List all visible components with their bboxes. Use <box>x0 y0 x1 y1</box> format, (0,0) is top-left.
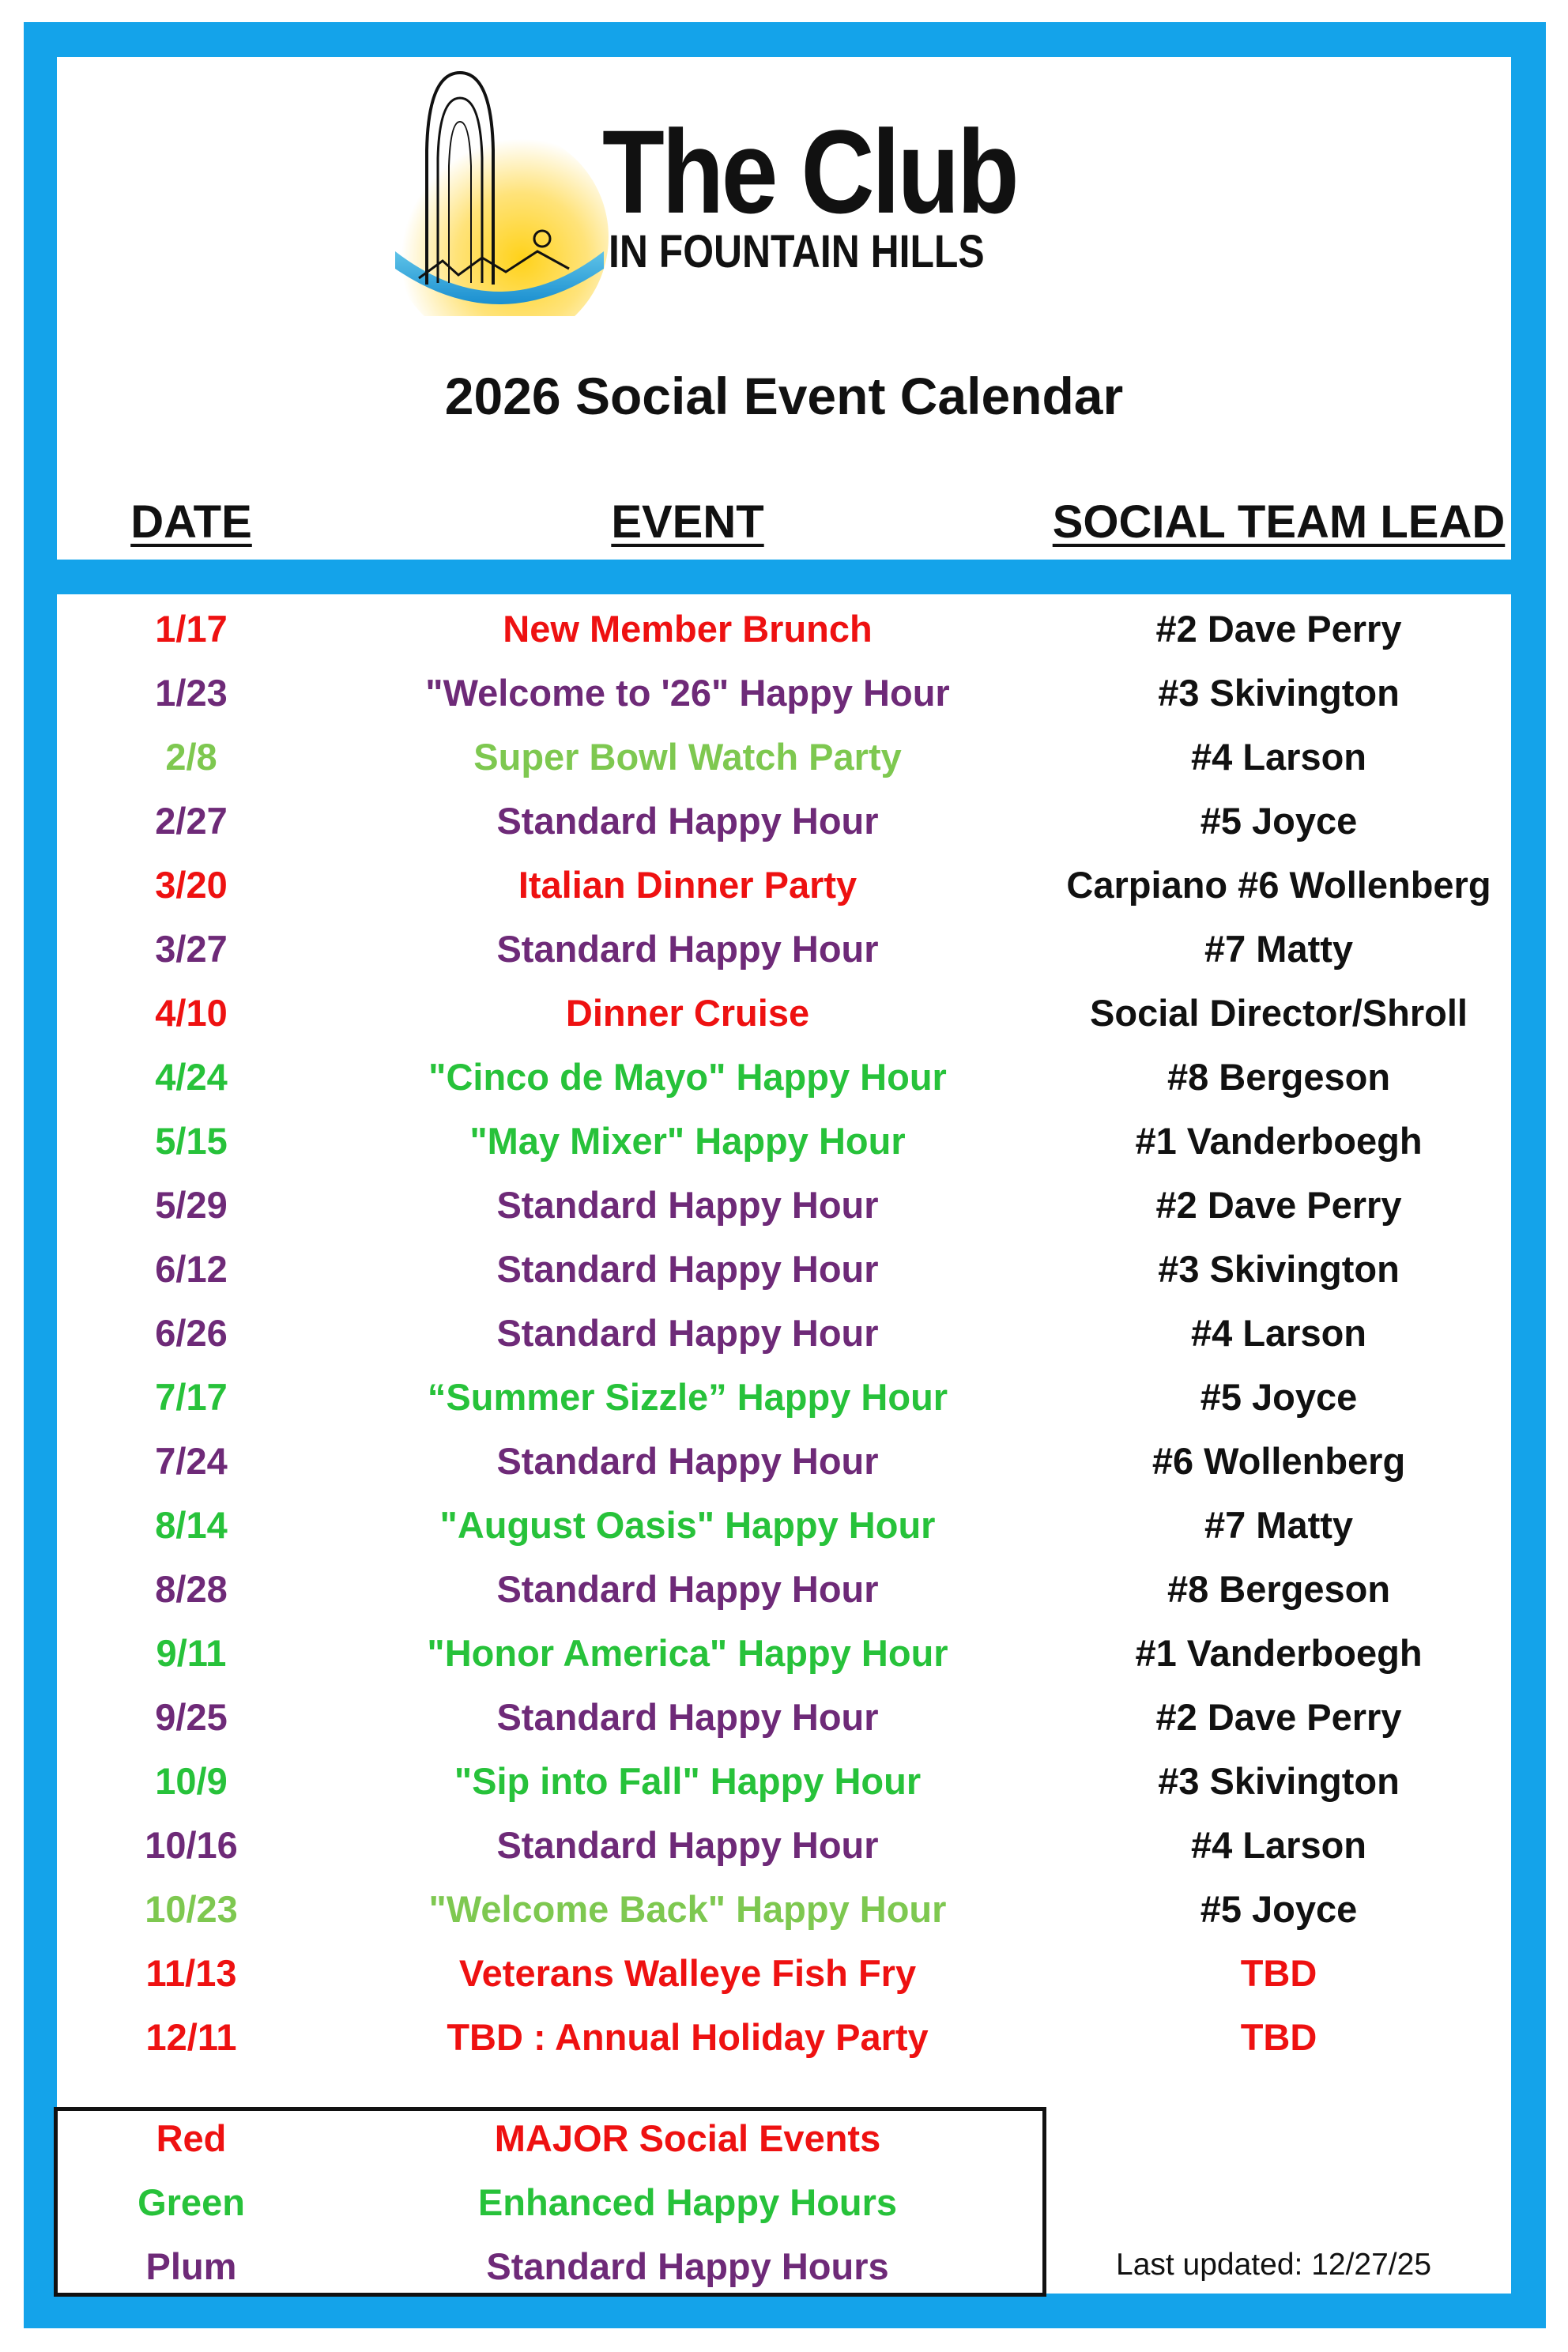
event-name: "August Oasis" Happy Hour <box>439 1504 936 1546</box>
event-date: 8/14 <box>155 1504 228 1546</box>
event-name: "Welcome Back" Happy Hour <box>428 1888 947 1930</box>
event-row <box>0 1557 1568 1621</box>
legend-color-name: Red <box>156 2117 227 2159</box>
event-date: 5/15 <box>155 1120 228 1162</box>
legend-meaning: Standard Happy Hours <box>486 2245 889 2287</box>
event-name: TBD : Annual Holiday Party <box>447 2016 929 2058</box>
event-team-lead: #8 Bergeson <box>1167 1056 1391 1098</box>
event-team-lead: #1 Vanderboegh <box>1135 1632 1423 1674</box>
event-name: Standard Happy Hour <box>496 1824 879 1866</box>
event-row <box>0 2005 1568 2069</box>
event-date: 10/16 <box>145 1824 238 1866</box>
club-logo <box>387 71 1083 316</box>
event-team-lead: TBD <box>1240 1952 1317 1994</box>
event-name: "Cinco de Mayo" Happy Hour <box>428 1056 947 1098</box>
logo-subtitle: IN FOUNTAIN HILLS <box>609 226 985 277</box>
event-column-header: EVENT <box>611 496 764 548</box>
event-date: 6/12 <box>155 1248 228 1290</box>
event-date: 2/27 <box>155 800 228 842</box>
event-name: "May Mixer" Happy Hour <box>469 1120 906 1162</box>
event-date: 12/11 <box>145 2016 237 2058</box>
event-team-lead: #6 Wollenberg <box>1152 1440 1406 1482</box>
event-row <box>0 1813 1568 1877</box>
event-row <box>0 981 1568 1045</box>
event-team-lead: #3 Skivington <box>1158 1760 1400 1802</box>
event-row <box>0 789 1568 853</box>
event-name: Standard Happy Hour <box>496 1248 879 1290</box>
event-name: Italian Dinner Party <box>518 864 858 906</box>
event-row <box>0 1237 1568 1301</box>
event-date: 7/17 <box>155 1376 228 1418</box>
event-team-lead: #3 Skivington <box>1158 672 1400 714</box>
event-name: Standard Happy Hour <box>496 1568 879 1610</box>
last-updated: Last updated: 12/27/25 <box>1116 2248 1432 2282</box>
event-team-lead: #5 Joyce <box>1200 800 1358 842</box>
legend-row <box>0 2170 1568 2234</box>
event-date: 8/28 <box>155 1568 228 1610</box>
event-team-lead: Social Director/Shroll <box>1090 992 1468 1034</box>
event-name: Standard Happy Hour <box>496 1696 879 1738</box>
event-team-lead: #7 Matty <box>1204 1504 1354 1546</box>
fountain-arch-sun-icon <box>387 71 609 316</box>
logo-title: The Club <box>602 105 1017 238</box>
event-team-lead: #5 Joyce <box>1200 1888 1358 1930</box>
event-row <box>0 1301 1568 1365</box>
event-name: Standard Happy Hour <box>496 1440 879 1482</box>
legend-color-name: Green <box>138 2181 245 2223</box>
event-row <box>0 1877 1568 1941</box>
event-row <box>0 597 1568 661</box>
event-row <box>0 1365 1568 1429</box>
event-team-lead: #2 Dave Perry <box>1155 608 1402 650</box>
event-date: 10/23 <box>145 1888 238 1930</box>
event-row <box>0 853 1568 917</box>
event-name: New Member Brunch <box>503 608 873 650</box>
event-name: Standard Happy Hour <box>496 800 879 842</box>
event-date: 11/13 <box>145 1952 237 1994</box>
event-name: Super Bowl Watch Party <box>473 736 902 778</box>
event-row <box>0 1749 1568 1813</box>
event-name: "Sip into Fall" Happy Hour <box>454 1760 922 1802</box>
event-team-lead: #4 Larson <box>1190 736 1367 778</box>
date-column-header: DATE <box>130 496 252 548</box>
event-date: 9/25 <box>155 1696 228 1738</box>
event-date: 4/10 <box>155 992 228 1034</box>
event-date: 2/8 <box>165 736 217 778</box>
event-date: 6/26 <box>155 1312 228 1354</box>
event-row <box>0 661 1568 725</box>
event-name: "Welcome to '26" Happy Hour <box>425 672 950 714</box>
event-team-lead: #7 Matty <box>1204 928 1354 970</box>
event-date: 1/23 <box>155 672 228 714</box>
event-row <box>0 1493 1568 1557</box>
event-row <box>0 1621 1568 1685</box>
event-date: 3/27 <box>155 928 228 970</box>
event-date: 9/11 <box>156 1632 227 1674</box>
event-team-lead: TBD <box>1240 2016 1317 2058</box>
event-name: Standard Happy Hour <box>496 928 879 970</box>
event-team-lead: #3 Skivington <box>1158 1248 1400 1290</box>
event-row <box>0 725 1568 789</box>
event-team-lead: #1 Vanderboegh <box>1135 1120 1423 1162</box>
event-team-lead: #5 Joyce <box>1200 1376 1358 1418</box>
legend-color-name: Plum <box>145 2245 237 2287</box>
event-name: “Summer Sizzle” Happy Hour <box>427 1376 948 1418</box>
event-team-lead: #2 Dave Perry <box>1155 1184 1402 1226</box>
lead-column-header: SOCIAL TEAM LEAD <box>1052 496 1506 548</box>
event-date: 1/17 <box>155 608 228 650</box>
event-name: Standard Happy Hour <box>496 1184 879 1226</box>
event-team-lead: #8 Bergeson <box>1167 1568 1391 1610</box>
event-team-lead: #4 Larson <box>1190 1312 1367 1354</box>
page-title: 2026 Social Event Calendar <box>444 367 1124 425</box>
event-date: 4/24 <box>155 1056 228 1098</box>
event-row <box>0 917 1568 981</box>
event-row <box>0 1109 1568 1173</box>
event-name: "Honor America" Happy Hour <box>427 1632 948 1674</box>
event-row <box>0 1429 1568 1493</box>
event-team-lead: #2 Dave Perry <box>1155 1696 1402 1738</box>
event-date: 7/24 <box>155 1440 228 1482</box>
event-row <box>0 1941 1568 2005</box>
event-row <box>0 1685 1568 1749</box>
event-name: Veterans Walleye Fish Fry <box>458 1952 917 1994</box>
event-date: 3/20 <box>155 864 228 906</box>
event-date: 5/29 <box>155 1184 228 1226</box>
event-team-lead: Carpiano #6 Wollenberg <box>1066 864 1491 906</box>
event-date: 10/9 <box>155 1760 228 1802</box>
event-team-lead: #4 Larson <box>1190 1824 1367 1866</box>
legend-meaning: Enhanced Happy Hours <box>477 2181 898 2223</box>
legend-row <box>0 2106 1568 2170</box>
event-name: Dinner Cruise <box>565 992 810 1034</box>
legend-meaning: MAJOR Social Events <box>494 2117 881 2159</box>
event-name: Standard Happy Hour <box>496 1312 879 1354</box>
event-row <box>0 1173 1568 1237</box>
event-row <box>0 1045 1568 1109</box>
